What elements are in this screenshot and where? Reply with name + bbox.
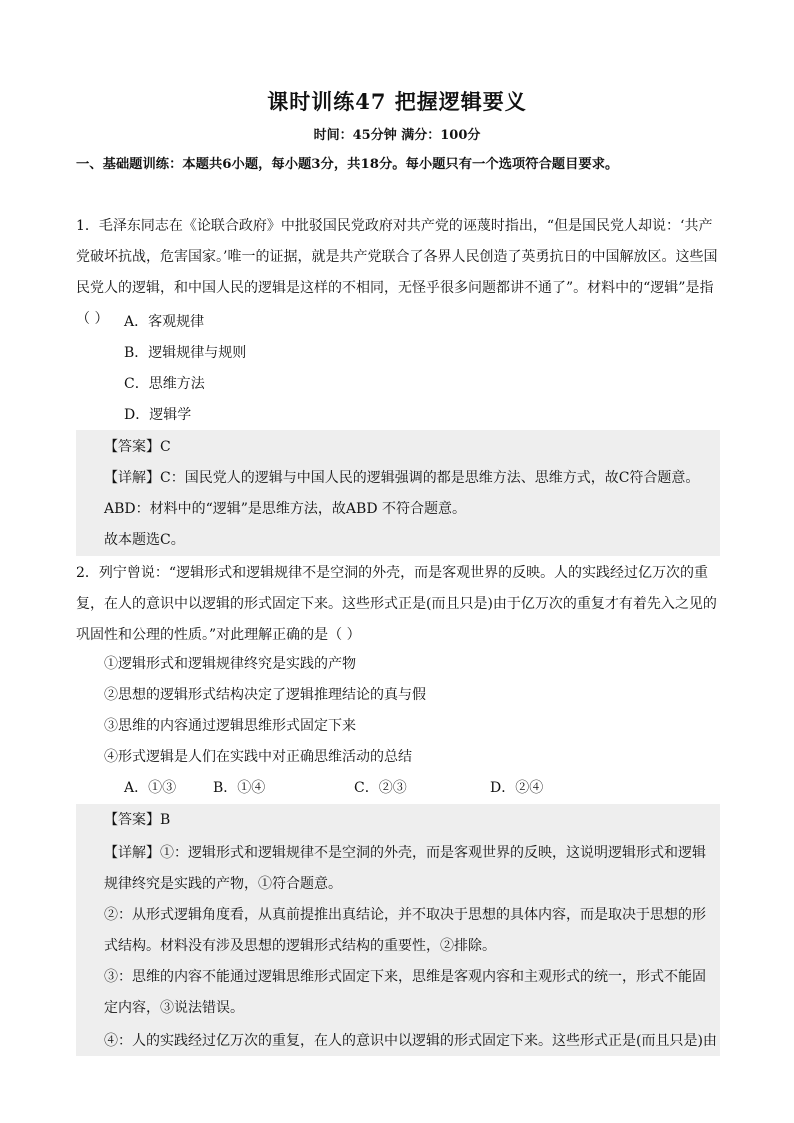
question-1-option-c: C．思维方法 (124, 376, 205, 392)
question-1-option-b: B．逻辑规律与规则 (124, 345, 247, 361)
question-1-option-d: D．逻辑学 (124, 407, 192, 423)
question-2-option-c: C．②③ (354, 780, 407, 796)
question-2-statement-1: ①逻辑形式和逻辑规律终究是实践的产物 (104, 656, 356, 672)
question-2-statement-3: ③思维的内容通过逻辑思维形式固定下来 (104, 718, 356, 734)
question-2-detail-2: ②：从形式逻辑角度看，从真前提推出真结论，并不取决于思想的具体内容，而是取决于思想的形式结构。材料没有涉及思想的逻辑形式结构的重要性，②排除。 (104, 907, 706, 954)
question-1-answer: 【答案】C (104, 439, 171, 455)
question-1-detail-2: ABD：材料中的“逻辑”是思维方法，故ABD 不符合题意。 (104, 501, 467, 517)
question-2-option-d: D．②④ (490, 780, 544, 796)
question-1-stem: 1．毛泽东同志在《论联合政府》中批驳国民党政府对共产党的诬蔑时指出，“但是国民党人却说：‘共产党破坏抗战，危害国家。’唯一的证据，就是共产党联合了各界人民创造了英勇抗日的中国解放区。这些国民党人的逻辑，和中国人民的逻辑是这样的不相同，无怪乎很多问题都讲不通了”。材料中的“逻辑”是指（ ） (76, 218, 718, 327)
question-2-statement-4: ④形式逻辑是人们在实践中对正确思维活动的总结 (104, 749, 412, 765)
section-heading: 一、基础题训练：本题共6小题，每小题3分，共18分。每小题只有一个选项符合题目要求。 (76, 157, 619, 172)
question-2-option-b: B．①④ (213, 780, 266, 796)
question-1-detail-3: 故本题选C。 (104, 532, 185, 548)
question-1-detail-1: 【详解】C：国民党人的逻辑与中国人民的逻辑强调的都是思维方法、思维方式，故C符合题意。 (104, 470, 700, 486)
question-2-detail-1: 【详解】①：逻辑形式和逻辑规律不是空洞的外壳，而是客观世界的反映，这说明逻辑形式和逻辑规律终究是实践的产物，①符合题意。 (104, 845, 706, 892)
question-2-detail-4: ④：人的实践经过亿万次的重复，在人的意识中以逻辑的形式固定下来。这些形式正是(而且只是)由 (104, 1033, 717, 1049)
question-2-answer: 【答案】B (104, 812, 171, 828)
time-score-info: 时间：45分钟 满分：100分 (313, 128, 481, 143)
question-2-stem: 2．列宁曾说：“逻辑形式和逻辑规律不是空洞的外壳，而是客观世界的反映。人的实践经过亿万次的重复，在人的意识中以逻辑的形式固定下来。这些形式正是(而且只是)由于亿万次的重复才有着先入之见的巩固性和公理的性质。”对此理解正确的是（ ） (76, 565, 717, 643)
question-1-answer-block (76, 430, 720, 556)
question-1-option-a: A．客观规律 (124, 314, 205, 330)
question-2-option-a: A．①③ (124, 780, 177, 796)
question-2-statement-2: ②思想的逻辑形式结构决定了逻辑推理结论的真与假 (104, 687, 426, 703)
question-2-detail-3: ③：思维的内容不能通过逻辑思维形式固定下来，思维是客观内容和主观形式的统一，形式不能固定内容，③说法错误。 (104, 969, 706, 1016)
question-2-answer-block (76, 804, 720, 1056)
page-title: 课时训练47 把握逻辑要义 (267, 89, 527, 114)
